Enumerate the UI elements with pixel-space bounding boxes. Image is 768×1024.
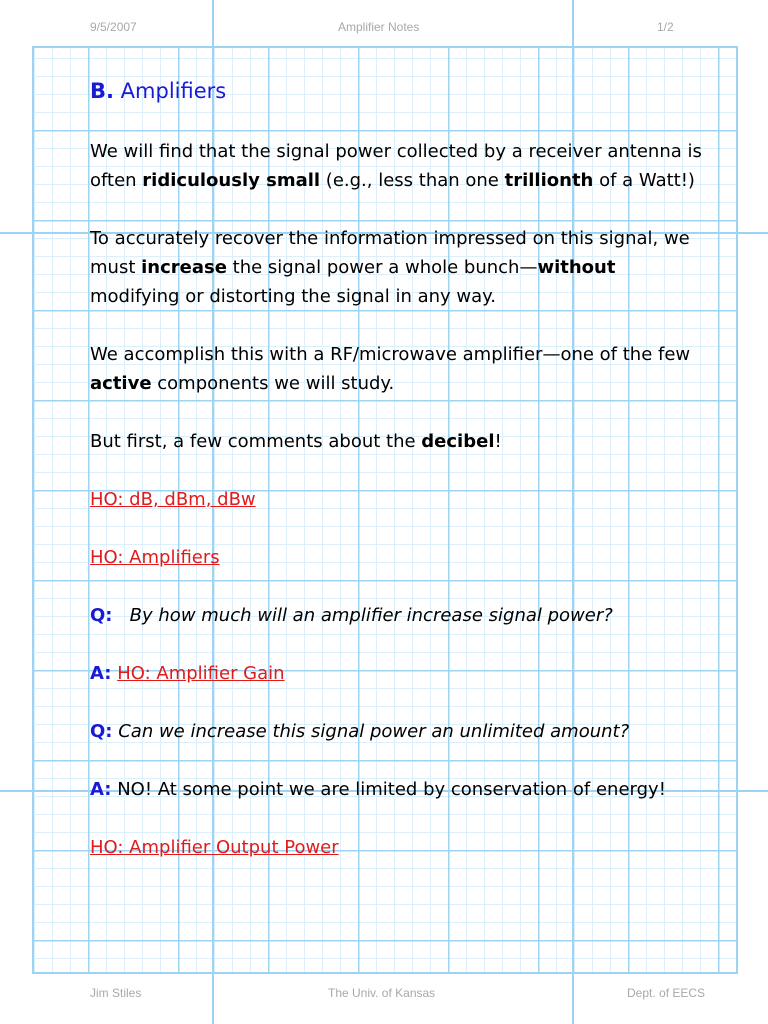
text: components we will study. bbox=[151, 373, 395, 394]
footer-university: The Univ. of Kansas bbox=[328, 986, 436, 1000]
answer-label: A: bbox=[90, 779, 112, 800]
question-1 bbox=[90, 601, 710, 630]
question-2 bbox=[90, 717, 710, 746]
answer-text: NO! At some point we are limited by conservation of energy! bbox=[117, 779, 666, 800]
page-header bbox=[0, 20, 768, 40]
text: We accomplish this with a RF/microwave amplifier—one of the few bbox=[90, 344, 691, 365]
question-text: Can we increase this signal power an unlimited amount? bbox=[118, 721, 630, 742]
link-row bbox=[90, 833, 710, 862]
text: the signal power a whole bunch— bbox=[226, 257, 538, 278]
handout-link-amplifiers[interactable]: HO: Amplifiers bbox=[90, 547, 220, 568]
question-label: Q: bbox=[90, 605, 113, 626]
link-row bbox=[90, 543, 710, 572]
text: We will find that the signal power collected by a receiver antenna is often bbox=[90, 141, 702, 191]
header-page-number: 1/2 bbox=[657, 20, 674, 34]
text: of a Watt!) bbox=[593, 170, 695, 191]
paragraph-amplifier bbox=[90, 340, 710, 398]
footer-author: Jim Stiles bbox=[90, 986, 142, 1000]
question-text: By how much will an amplifier increase signal power? bbox=[129, 605, 613, 626]
section-title bbox=[90, 76, 710, 106]
section-letter: B. bbox=[90, 79, 114, 103]
header-title: Amplifier Notes bbox=[338, 20, 420, 34]
footer-department: Dept. of EECS bbox=[627, 986, 706, 1000]
answer-2 bbox=[90, 775, 710, 804]
text: modifying or distorting the signal in any way. bbox=[90, 286, 496, 307]
emphasis: ridiculously small bbox=[142, 170, 321, 191]
text: To accurately recover the information impressed on this signal, we must bbox=[90, 228, 690, 278]
emphasis: active bbox=[90, 373, 152, 394]
answer-label: A: bbox=[90, 663, 112, 684]
handout-link-db[interactable]: HO: dB, dBm, dBw bbox=[90, 489, 256, 510]
paragraph-decibel bbox=[90, 427, 710, 456]
page-footer bbox=[0, 986, 768, 1006]
text: But first, a few comments about the bbox=[90, 431, 422, 452]
paragraph-signal-power bbox=[90, 137, 710, 195]
emphasis: decibel bbox=[421, 431, 495, 452]
text: ! bbox=[494, 431, 502, 452]
text: (e.g., less than one bbox=[320, 170, 505, 191]
emphasis: trillionth bbox=[504, 170, 594, 191]
handout-link-amplifier-gain[interactable]: HO: Amplifier Gain bbox=[117, 663, 285, 684]
header-date: 9/5/2007 bbox=[90, 20, 137, 34]
emphasis: increase bbox=[141, 257, 227, 278]
emphasis: without bbox=[537, 257, 616, 278]
paragraph-increase-power bbox=[90, 224, 710, 311]
handout-link-output-power[interactable]: HO: Amplifier Output Power bbox=[90, 837, 339, 858]
answer-1 bbox=[90, 659, 710, 688]
document-body bbox=[90, 76, 710, 862]
section-title-text: Amplifiers bbox=[120, 79, 227, 103]
link-row bbox=[90, 485, 710, 514]
question-label: Q: bbox=[90, 721, 113, 742]
